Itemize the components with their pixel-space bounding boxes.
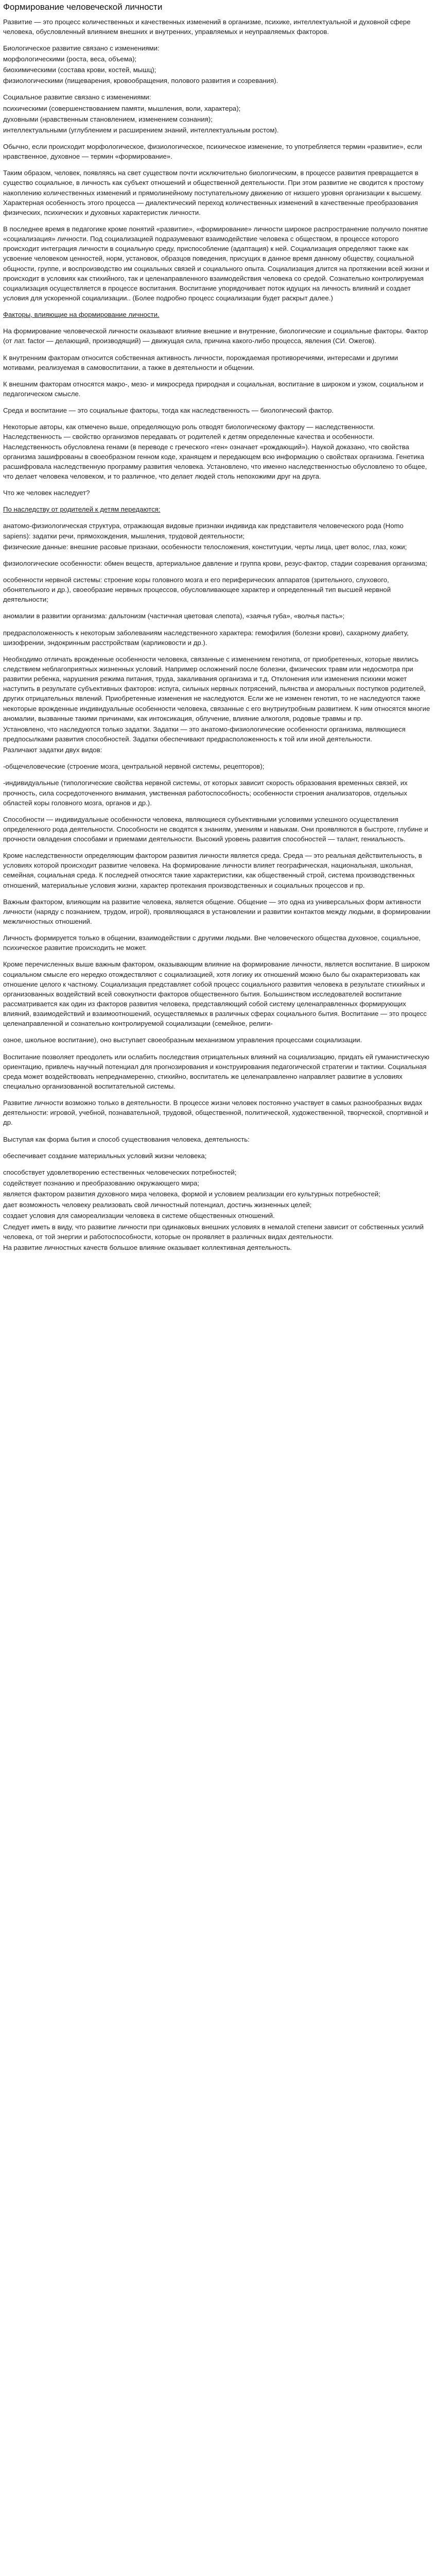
paragraph: Что же человек наследует? [3, 489, 90, 497]
paragraph: -общечеловеческие (строение мозга, центральной нервной системы, рецепторов); [3, 762, 265, 771]
paragraph: Следует иметь в виду, что развитие личности при одинаковых внешних условиях в немалой степени зависит от собственных усилий человека, от той энергии и работоспособности, которые он проявляет в различных видах деятельности. [3, 1223, 424, 1241]
paragraph: физиологические особенности: обмен веществ, артериальное давление и группа крови, резус-фактор, стадии созревания организма; [3, 559, 427, 567]
paragraph: Обычно, если происходит морфологическое, физиологическое, психическое изменение, то употребляется термин «развитие», если нравственное, духовное — термин «формирование». [3, 143, 422, 161]
paragraph: Социальное развитие связано с изменениями: [3, 93, 151, 101]
paragraph: особенности нервной системы: строение коры головного мозга и его периферических аппаратов (зрительного, слухового, обонятельного и др.), своеобразие нервных процессов, обусловливающее характер и определенный тип высшей нервной деятельности; [3, 575, 391, 604]
paragraph: дает возможность человеку реализовать свой личностный потенциал, достичь жизненных целей; [3, 1201, 312, 1209]
paragraph: озное, школьное воспитание), оно выступает своеобразным механизмом управления процессами социализации. [3, 1036, 362, 1044]
paragraph: Среда и воспитание — это социальные факторы, тогда как наследственность — биологический фактор. [3, 406, 334, 415]
paragraph: морфологическими (роста, веса, объема); [3, 55, 137, 63]
paragraph: создает условия для самореализации человека в системе общественных отношений. [3, 1212, 275, 1220]
paragraph: психическими (совершенствованием памяти, мышления, воли, характера); [3, 104, 241, 112]
paragraph: способствует удовлетворению естественных человеческих потребностей; [3, 1168, 237, 1176]
paragraph: К внешним факторам относятся макро-, мезо- и микросреда природная и социальная, воспитание в широком и узком, социальном и педагогическом смысле. [3, 380, 424, 398]
paragraph: Развитие личности возможно только в деятельности. В процессе жизни человек постоянно участвует в самых разнообразных видах деятельности: игровой, учебной, познавательной, трудовой, общественной, политической, художественной, творческой, спортивной и др. [3, 1099, 429, 1127]
paragraph: содействует познанию и преобразованию окружающего мира; [3, 1179, 200, 1187]
paragraph: Выступая как форма бытия и способ существования человека, деятельность: [3, 1135, 250, 1143]
paragraph: Способности — индивидуальные особенности человека, являющиеся субъективными условиями успешного осуществления определенного рода деятельности. Способности не сводятся к знаниям, умениям и навыкам. Они проявляются в быстроте, глубине и прочности овладения способами и приемами деятельности. Высокий уровень развития способностей — талант, гениальность. [3, 815, 428, 843]
paragraph: Различают задатки двух видов: [3, 746, 102, 754]
paragraph: физические данные: внешние расовые признаки, особенности телосложения, конституции, черты лица, цвет волос, глаз, кожи; [3, 543, 407, 551]
paragraph: В последнее время в педагогике кроме понятий «развитие», «формирование» личности широкое распространение получило понятие «социализация» личности. Под социализацией подразумевают взаимодействие человека с обществом, в процессе которого происходит интеграция личности в социальную среду, приспособление (адаптация) к ней. Социализация определяют также как усвоение человеком ценностей, норм, установок, образцов поведения, присущих в данное время данному обществу, социальной общности, группе, и воспроизводство им социальных связей и социального опыта. Социализация длится на протяжении всей жизни и происходит в условиях как стихийного, так и целенаправленного взаимодействия человека со средой. Сознательно контролируемая социализация осуществляется в процессе воспитания. Воспитание упорядочивает поток идущих на личность влияний и создает условия для ускоренной социализации.. (Более подробно процесс социализации будет раскрыт далее.) [3, 225, 429, 302]
paragraph: интеллектуальными (углублением и расширением знаний, интеллектуальным ростом). [3, 126, 279, 134]
paragraph: биохимическими (состава крови, костей, мышц); [3, 66, 156, 74]
page-title: Формирование человеческой личности [3, 2, 163, 12]
paragraph: Установлено, что наследуются только задатки. Задатки — это анатомо-физиологические особенности организма, являющиеся предпосылками развития способностей. Задатки обеспечивают предрасположенность к той или иной деятельности. [3, 725, 406, 743]
paragraph: Некоторые авторы, как отмечено выше, определяющую роль отводят биологическому фактору — наследственности. Наследственность — свойство организмов передавать от родителей к детям определенные качества и особенности. Наследственность обусловлена генами (в переводе с греческого «ген» означает «рождающий»). Наукой доказано, что свойства организма зашифрованы в своеобразном генном коде, хранящем и передающем всю информацию о свойствах организма. Генетика расшифровала наследственную программу развития человека. Установлено, что именно наследственностью обусловлено то общее, что делает человека человеком, и то различное, что делает людей столь непохожими друг на друга. [3, 423, 427, 480]
paragraph: Биологическое развитие связано с изменениями: [3, 44, 160, 52]
paragraph: Личность формируется только в общении, взаимодействии с другими людьми. Вне человеческого общества духовное, социальное, психическое развитие происходить не может. [3, 934, 421, 952]
paragraph: -индивидуальные (типологические свойства нервной системы, от которых зависит скорость образования временных связей, их прочность, сила сосредоточенного внимания, умственная работоспособность; особенности строения анализаторов, отдельных областей коры головного мозга, органов и др.). [3, 779, 408, 807]
paragraph: обеспечивает создание материальных условий жизни человека; [3, 1151, 207, 1160]
paragraph: Факторы, влияющие на формирование личности. [3, 311, 160, 319]
paragraph: Необходимо отличать врожденные особенности человека, связанные с изменением генотипа, от приобретенных, которые явились следствием неблагоприятных жизненных условий. Например осложнений после болезни, физических травм или недосмотра при развитии ребенка, нарушения режима питания, труда, закаливания организма и т.д. Отклонения или изменения психики может наступить в результате субъективных факторов: испуга, сильных нервных потрясений, пьянства и аморальных поступков родителей, других отрицательных явлений. Приобретенные изменения не наследуются. Если же не изменен генотип, то не наследуются также некоторые врожденные индивидуальные особенности человека, связанные с его внутриутробным развитием. К ним относятся многие аномалии, вызванные такими причинами, как интоксикация, облучение, влияние алкоголя, родовые травмы и пр. [3, 655, 430, 722]
paragraph: По наследству от родителей к детям передаются: [3, 505, 161, 514]
paragraph: К внутренним факторам относится собственная активность личности, порождаемая противоречиями, интересами и другими мотивами, реализуемая в самовоспитании, а также в деятельности и общении. [3, 353, 398, 371]
paragraph: духовными (нравственным становлением, изменением сознания); [3, 115, 213, 123]
paragraph: Воспитание позволяет преодолеть или ослабить последствия отрицательных влияний на социализацию, придать ей гуманистическую ориентацию, привлечь научный потенциал для прогнозирования и конструирования педагогической стратегии и тактики. Социальная среда может воздействовать непреднамеренно, стихийно, воспитатель же целенаправленно направляет развитие в условиях специально организованной воспитательной системы. [3, 1053, 429, 1091]
paragraph: предрасположенность к некоторым заболеваниям наследственного характера: гемофилия (болезни крови), сахарному диабету, шизофрении, эндокринным расстройствам (карликовости и др.). [3, 629, 409, 647]
paragraph: аномалии в развитии организма: дальтонизм (частичная цветовая слепота), «заячья губа», «волчья пасть»; [3, 612, 345, 620]
paragraph: Таким образом, человек, появляясь на свет существом почти исключительно биологическим, в процессе развития превращается в существо социальное, в личность как субъект отношений и общественной деятельности. При этом развитие не сводится к простому накоплению количественных изменений и прямолинейному поступательному движению от низшего уровня организации к высшему. Характерная особенность этого процесса — диалектический переход количественных изменений в качественные преобразования физических, психических и духовных характеристик личности. [3, 169, 424, 216]
article [0, 0, 436, 1259]
paragraph: является фактором развития духовного мира человека, формой и условием реализации его культурных потребностей; [3, 1190, 380, 1198]
paragraph: анатомо-физиологическая структура, отражающая видовые признаки индивида как представителя человеческого рода (Homo sapiens): задатки речи, прямохождения, мышления, трудовой деятельности; [3, 522, 404, 540]
paragraph: физиологическими (пищеварения, кровообращения, полового развития и созревания). [3, 77, 278, 85]
paragraph: На формирование человеческой личности оказывают влияние внешние и внутренние, биологические и социальные факторы. Фактор (от лат. factor — делающий, производящий) — движущая сила, причина какого-либо процесса, явления (СИ. Ожегов). [3, 327, 428, 345]
paragraph: На развитие личностных качеств большое влияние оказывает коллективная деятельность. [3, 1243, 292, 1251]
paragraph: Кроме наследственности определяющим фактором развития личности является среда. Среда — это реальная действительность, в условиях которой происходит развитие человека. На формирование личности влияет географическая, национальная, школьная, семейная, социальная среда. К последней относятся такие характеристики, как общественный строй, система производственных отношений, материальные условия жизни, характер протекания производственных и социальных процессов и пр. [3, 852, 422, 889]
paragraph: Кроме перечисленных выше важным фактором, оказывающим влияние на формирование личности, является воспитание. В широком социальном смысле его нередко отождествляют с социализацией, хотя логику их отношений можно было бы охарактеризовать как отношение целого к частному. Социализация представляет собой процесс социального развития человека в результате стихийных и организованных воздействий всей совокупности факторов общественного бытия. Большинством исследователей воспитание рассматривается как один из факторов развития человека, представляющий собой систему целенаправленных формирующих влияний, взаимодействий и взаимоотношений, осуществляемых в различных сферах социального бытия. Воспитание — это процесс целенаправленной и сознательно контролируемой социализации (семейное, религи- [3, 960, 430, 1028]
paragraph: Развитие — это процесс количественных и качественных изменений в организме, психике, интеллектуальной и духовной сфере человека, обусловленный влиянием внешних и внутренних, управляемых и неуправляемых факторов. [3, 18, 411, 36]
article-body [3, 17, 432, 1252]
paragraph: Важным фактором, влияющим на развитие человека, является общение. Общение — это одна из универсальных форм активности личности (наряду с познанием, трудом, игрой), проявляющаяся в установлении и развитии контактов между людьми, в формировании межличностных отношений. [3, 897, 431, 926]
